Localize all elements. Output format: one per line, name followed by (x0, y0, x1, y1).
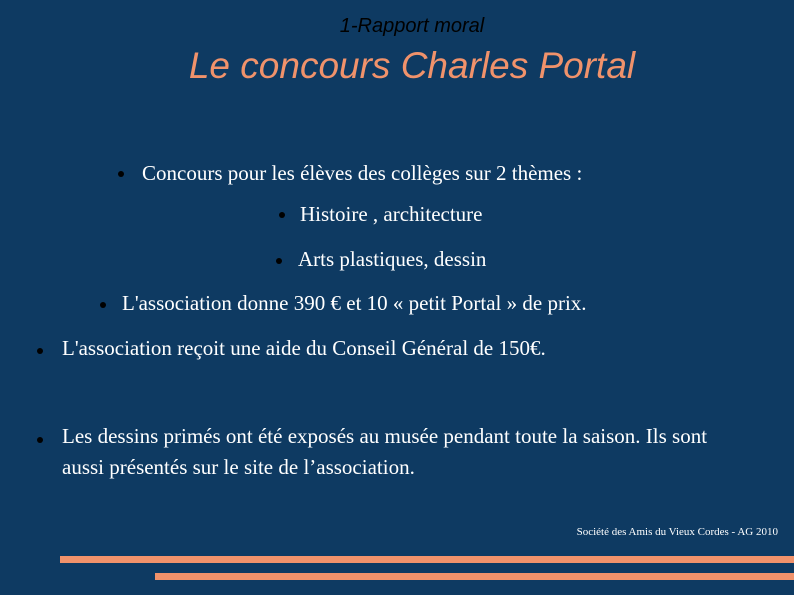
bullet-dot (276, 258, 282, 264)
bullet-dot (37, 437, 43, 443)
bullet-dessins: Les dessins primés ont été exposés au musée pendant toute la saison. Ils sont aussi présentés sur le site de l’association. (62, 424, 708, 479)
bullet-dot (37, 348, 43, 354)
bullet-dot (118, 171, 124, 177)
accent-bar-bottom (155, 573, 794, 580)
bullet-arts: Arts plastiques, dessin (298, 247, 487, 271)
accent-bar-top (60, 556, 794, 563)
slide-title: Le concours Charles Portal (188, 45, 636, 86)
bullet-association-donne: L'association donne 390 € et 10 « petit Portal » de prix. (122, 291, 587, 315)
bullet-concours: Concours pour les élèves des collèges sur 2 thèmes : (142, 161, 583, 185)
bullet-association-recoit: L'association reçoit une aide du Conseil Général de 150€. (62, 336, 546, 360)
slide-supertitle: 1-Rapport moral (339, 15, 485, 37)
slide-footer: Société des Amis du Vieux Cordes - AG 2010 (576, 526, 778, 538)
bullet-dot (100, 302, 106, 308)
bullet-histoire: Histoire , architecture (300, 202, 483, 226)
bullet-dot (279, 212, 285, 218)
